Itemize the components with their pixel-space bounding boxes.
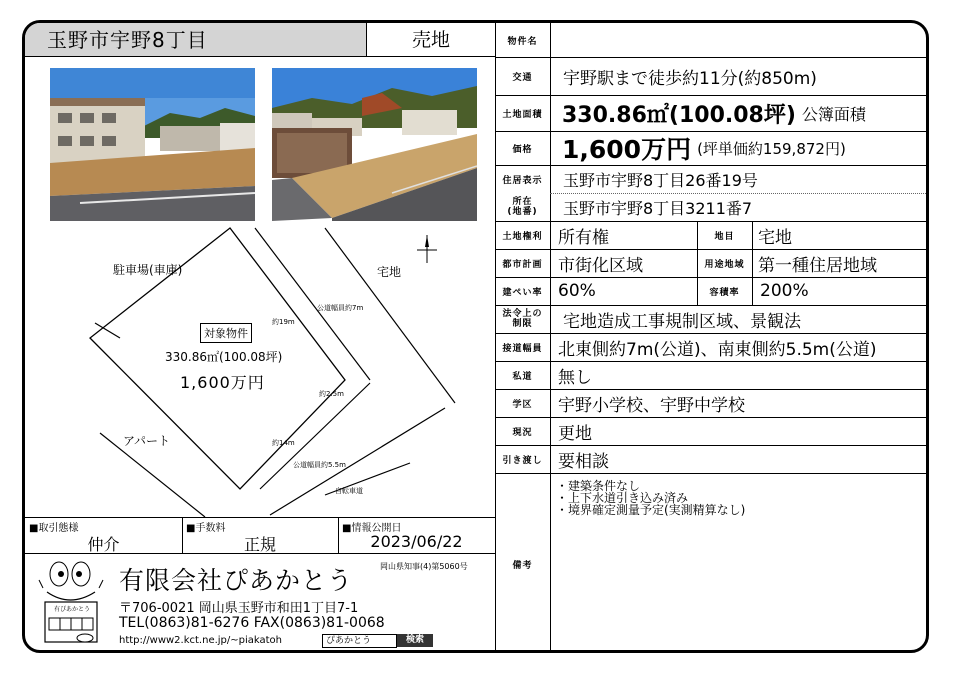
lot-label: 自転車道	[335, 487, 363, 495]
land-area-note: 公簿面積	[801, 104, 866, 124]
property-photo-1	[50, 68, 255, 221]
house-label: 宅地	[377, 265, 402, 279]
transaction-mode-value: 仲介	[87, 535, 120, 554]
value-current-status: 更地	[558, 423, 592, 444]
dimension-14m: 約14m	[272, 439, 295, 447]
site-map	[25, 223, 495, 517]
value-price	[562, 131, 846, 165]
listing-type: 売地	[367, 23, 495, 57]
label-city-planning: 都市計画	[502, 259, 543, 270]
value-access: 宇野駅まで徒歩約11分(約850m)	[563, 68, 817, 89]
label-property-name: 物件名	[507, 36, 538, 47]
apartment-label: アパート	[123, 434, 171, 448]
property-flyer	[22, 20, 929, 653]
target-price: 1,600万円	[180, 373, 265, 392]
company-mascot-logo	[37, 560, 105, 648]
value-floor-area-ratio: 200%	[760, 281, 809, 301]
land-area-amount: 330.86㎡(100.08坪)	[562, 102, 796, 128]
label-handover: 引き渡し	[502, 455, 543, 466]
label-legal-restrictions: 法令上の制限	[502, 309, 543, 329]
property-photo-2	[272, 68, 477, 221]
value-private-road: 無し	[558, 367, 592, 388]
label-private-road: 私道	[512, 371, 533, 382]
divider	[495, 473, 929, 474]
transaction-mode-header: ■取引態様	[29, 523, 79, 534]
label-land-category: 地目	[714, 231, 735, 242]
label-land-area: 土地面積	[502, 109, 543, 120]
company-address: 〒706-0021 岡山県玉野市和田1丁目7-1	[119, 601, 359, 616]
search-button[interactable]: 検索	[397, 634, 433, 647]
company-license: 岡山県知事(4)第5060号	[380, 562, 468, 571]
fee-value: 正規	[243, 535, 276, 554]
company-name: 有限会社ぴあかとう	[119, 566, 354, 595]
value-city-planning: 市街化区域	[558, 255, 643, 276]
road-ne-label: 公道幅員約7m	[317, 304, 364, 312]
remarks-list	[556, 480, 926, 516]
value-building-coverage: 60%	[558, 281, 596, 301]
remark-item: ・建築条件なし	[556, 479, 641, 493]
target-label: 対象物件	[200, 323, 252, 343]
value-zoning: 第一種住居地域	[758, 255, 877, 276]
value-handover: 要相談	[558, 451, 609, 472]
divider	[752, 221, 753, 305]
label-address: 住居表示	[502, 175, 543, 186]
price-per-tsubo: (坪単価約159,872円)	[697, 139, 846, 158]
value-land-rights: 所有権	[558, 227, 609, 248]
remark-item: ・境界確定測量予定(実測精算なし)	[556, 503, 746, 517]
logo-caption: 有ぴあかとう	[53, 606, 90, 613]
target-area: 330.86㎡(100.08坪)	[165, 350, 283, 364]
dimension-2-5m: 約2.5m	[319, 390, 344, 398]
date-value: 2023/06/22	[370, 532, 463, 551]
price-amount: 1,600万円	[562, 135, 692, 164]
label-building-coverage: 建ぺい率	[502, 287, 543, 298]
label-remarks: 備考	[512, 561, 533, 571]
label-school-district: 学区	[512, 399, 533, 410]
value-school-district: 宇野小学校、宇野中学校	[558, 395, 745, 416]
label-zoning: 用途地域	[704, 259, 745, 270]
value-land-area	[562, 95, 866, 131]
label-divider	[550, 23, 551, 653]
value-legal-restrictions: 宅地造成工事規制区域、景観法	[563, 311, 801, 332]
value-address: 玉野市宇野8丁目26番19号	[563, 170, 758, 190]
company-url[interactable]: http://www2.kct.ne.jp/~piakatoh	[119, 635, 283, 646]
label-access: 交通	[512, 72, 533, 83]
value-road-width: 北東側約7m(公道)、南東側約5.5m(公道)	[558, 339, 877, 360]
remark-item: ・上下水道引き込み済み	[556, 491, 689, 505]
company-phone-fax: TEL(0863)81-6276 FAX(0863)81-0068	[119, 615, 385, 631]
label-land-rights: 土地権利	[502, 231, 543, 242]
label-location-main: 所在	[512, 197, 533, 207]
fee-header: ■手数料	[186, 523, 226, 534]
dimension-19m: 約19m	[272, 318, 295, 326]
value-land-category: 宅地	[758, 227, 792, 248]
road-se-label: 公道幅員約5.5m	[293, 461, 346, 469]
label-current-status: 現況	[512, 427, 533, 438]
label-road-width: 接道幅員	[502, 343, 543, 354]
label-price: 価格	[512, 144, 533, 155]
label-location-sub: (地番)	[507, 207, 538, 217]
search-box[interactable]: ぴあかとう	[322, 634, 397, 648]
property-title: 玉野市宇野8丁目	[25, 23, 367, 57]
divider	[25, 517, 495, 518]
parking-label: 駐車場(車庫)	[113, 263, 183, 277]
value-location: 玉野市宇野8丁目3211番7	[563, 198, 753, 218]
label-floor-area-ratio: 容積率	[709, 287, 740, 298]
date-header: ■情報公開日	[342, 523, 402, 534]
label-location	[495, 193, 550, 221]
